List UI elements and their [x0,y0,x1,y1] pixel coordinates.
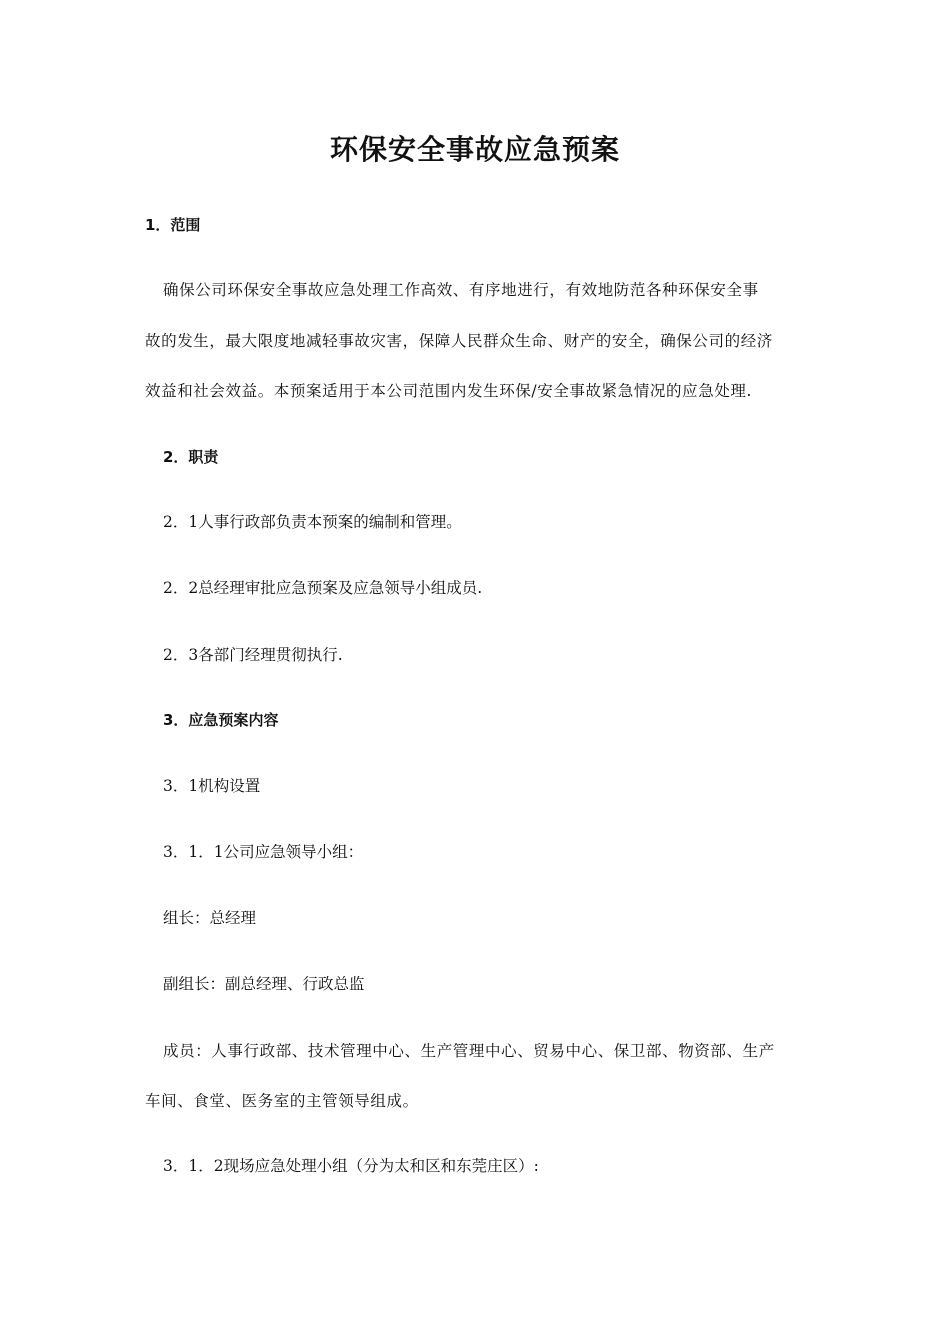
scope-paragraph-line-1: 确保公司环保安全事故应急处理工作高效、有序地进行，有效地防范各种环保安全事 [163,281,759,299]
item-2-3: 2．3各部门经理贯彻执行. [163,646,343,664]
item-3-1-1: 3．1．1公司应急领导小组： [163,843,364,861]
item-2-2: 2．2总经理审批应急预案及应急领导小组成员. [163,579,483,597]
section-2-heading: 2．职责 [163,448,219,466]
members-line-2: 车间、食堂、医务室的主管领导组成。 [145,1092,419,1110]
item-3-1-2: 3．1．2现场应急处理小组（分为太和区和东莞庄区）: [163,1157,539,1175]
item-2-1: 2．1人事行政部负责本预案的编制和管理。 [163,513,462,531]
members-line-1: 成员：人事行政部、技术管理中心、生产管理中心、贸易中心、保卫部、物资部、生产 [163,1042,775,1060]
deputy-leader-line: 副组长：副总经理、行政总监 [163,975,365,993]
scope-paragraph-line-3: 效益和社会效益。本预案适用于本公司范围内发生环保/安全事故紧急情况的应急处理. [145,382,753,400]
document-title: 环保安全事故应急预案 [329,133,620,166]
leader-line: 组长：总经理 [163,909,257,927]
scope-paragraph-line-2: 故的发生，最大限度地减轻事故灾害，保障人民群众生命、财产的安全，确保公司的经济 [145,332,773,350]
section-3-heading: 3．应急预案内容 [163,711,279,729]
item-3-1: 3．1机构设置 [163,777,261,795]
section-1-heading: 1．范围 [145,216,201,234]
